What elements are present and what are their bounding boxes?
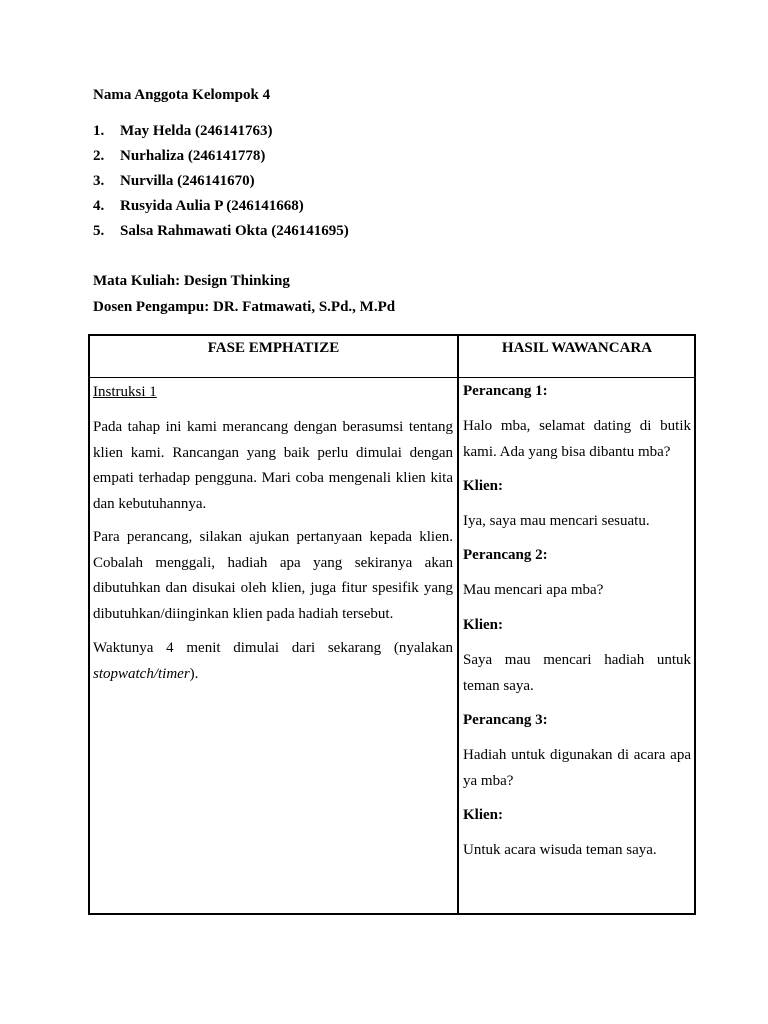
speaker-label: Perancang 3: [463,712,548,728]
member-name: May Helda (246141763) [120,123,273,139]
list-number: 5. [93,223,105,239]
list-number: 2. [93,148,105,164]
list-number: 3. [93,173,105,189]
speaker-label: Klien: [463,807,503,823]
list-item [93,122,349,147]
lecturer-line: Dosen Pengampu: DR. Fatmawati, S.Pd., M.Pd [93,299,396,315]
list-item [93,222,349,247]
instruction-paragraph-1: Pada tahap ini kami merancang dengan berasumsi tentang klien kami. Rancangan yang baik perlu dimulai dengan empati terhadap pengguna. Mari coba mengenali klien kita dan kebutuhannya. [93,419,453,512]
paragraph-text: Waktunya 4 menit dimulai dari sekarang (nyalakan [93,640,453,656]
instruction-paragraph-3 [93,636,453,687]
speaker-label: Perancang 1: [463,383,548,399]
col-header-emphatize: FASE EMPHATIZE [207,340,340,356]
member-name: Salsa Rahmawati Okta (246141695) [120,223,349,239]
instruction-title: Instruksi 1 [93,384,157,400]
col-header-wawancara: HASIL WAWANCARA [501,340,653,356]
member-name: Nurvilla (246141670) [120,173,255,189]
list-item [93,197,349,222]
group-heading: Nama Anggota Kelompok 4 [93,87,271,103]
header-divider [88,377,696,378]
course-line: Mata Kuliah: Design Thinking [93,273,290,289]
list-number: 1. [93,123,105,139]
dialogue-text: Hadiah untuk digunakan di acara apa ya mba? [463,747,691,789]
column-divider [457,334,459,915]
speaker-label: Klien: [463,617,503,633]
dialogue-text: Mau mencari apa mba? [463,582,604,598]
paragraph-text: ). [189,665,199,682]
paragraph-italic: stopwatch/timer [93,665,190,682]
list-item [93,172,349,197]
speaker-label: Klien: [463,478,503,494]
member-name: Rusyida Aulia P (246141668) [120,198,304,214]
dialogue-text: Iya, saya mau mencari sesuatu. [463,513,650,529]
instruction-paragraph-2: Para perancang, silakan ajukan pertanyaan kepada klien. Cobalah menggali, hadiah apa yang sekiranya akan dibutuhkan dan disukai oleh klien, juga fitur spesifik yang dibutuhkan/diinginkan klien pada hadiah tersebut. [93,529,453,622]
list-item [93,147,349,172]
dialogue-text: Halo mba, selamat dating di butik kami. Ada yang bisa dibantu mba? [463,418,691,460]
list-number: 4. [93,198,105,214]
member-name: Nurhaliza (246141778) [120,148,266,164]
speaker-label: Perancang 2: [463,547,548,563]
member-list [93,122,349,247]
dialogue-text: Untuk acara wisuda teman saya. [463,842,657,858]
dialogue-text: Saya mau mencari hadiah untuk teman saya. [463,652,691,694]
